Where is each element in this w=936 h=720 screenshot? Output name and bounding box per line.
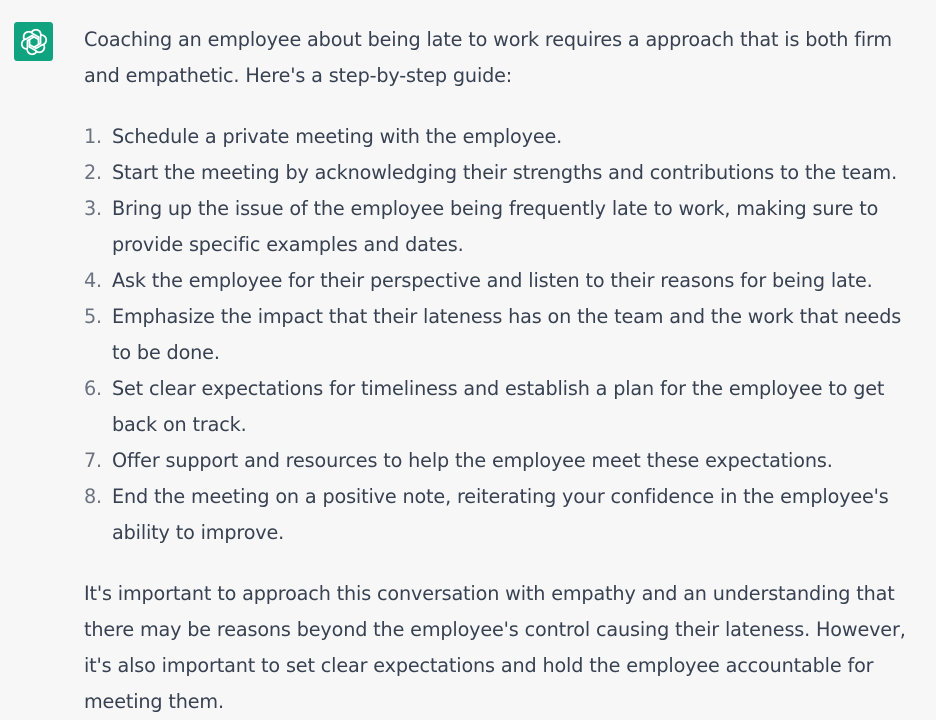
list-item: [84, 479, 924, 551]
assistant-avatar: [14, 22, 53, 61]
step-text: Ask the employee for their perspective and listen to their reasons for being late.: [112, 269, 873, 292]
openai-logo-icon: [20, 28, 48, 56]
step-number: 7.: [84, 449, 103, 472]
step-number: 8.: [84, 485, 103, 508]
list-item: [84, 119, 924, 155]
step-text: Schedule a private meeting with the employee.: [112, 125, 563, 148]
step-number: 4.: [84, 269, 103, 292]
list-item: [84, 155, 924, 191]
closing-paragraph: It's important to approach this conversation with empathy and an understanding that there may be reasons beyond the employee's control causing their lateness. However, it's also important to set clear expectations and hold the employee accountable for meeting them.: [84, 582, 906, 713]
step-number: 3.: [84, 197, 103, 220]
step-text: End the meeting on a positive note, reiterating your confidence in the employee's ability to improve.: [112, 485, 889, 544]
step-number: 1.: [84, 125, 103, 148]
intro-paragraph: Coaching an employee about being late to work requires a approach that is both firm and empathetic. Here's a step-by-step guide:: [84, 28, 892, 87]
steps-list: [84, 119, 924, 551]
step-text: Set clear expectations for timeliness and establish a plan for the employee to get back on track.: [112, 377, 885, 436]
list-item: [84, 443, 924, 479]
list-item: [84, 299, 924, 371]
list-item: [84, 371, 924, 443]
step-number: 2.: [84, 161, 103, 184]
list-item: [84, 263, 924, 299]
step-number: 5.: [84, 305, 103, 328]
step-text: Emphasize the impact that their lateness has on the team and the work that needs to be done.: [112, 305, 902, 364]
list-item: [84, 191, 924, 263]
message-content: [84, 22, 924, 720]
step-text: Offer support and resources to help the employee meet these expectations.: [112, 449, 833, 472]
step-text: Bring up the issue of the employee being frequently late to work, making sure to provide specific examples and dates.: [112, 197, 879, 256]
step-number: 6.: [84, 377, 103, 400]
step-text: Start the meeting by acknowledging their strengths and contributions to the team.: [112, 161, 898, 184]
